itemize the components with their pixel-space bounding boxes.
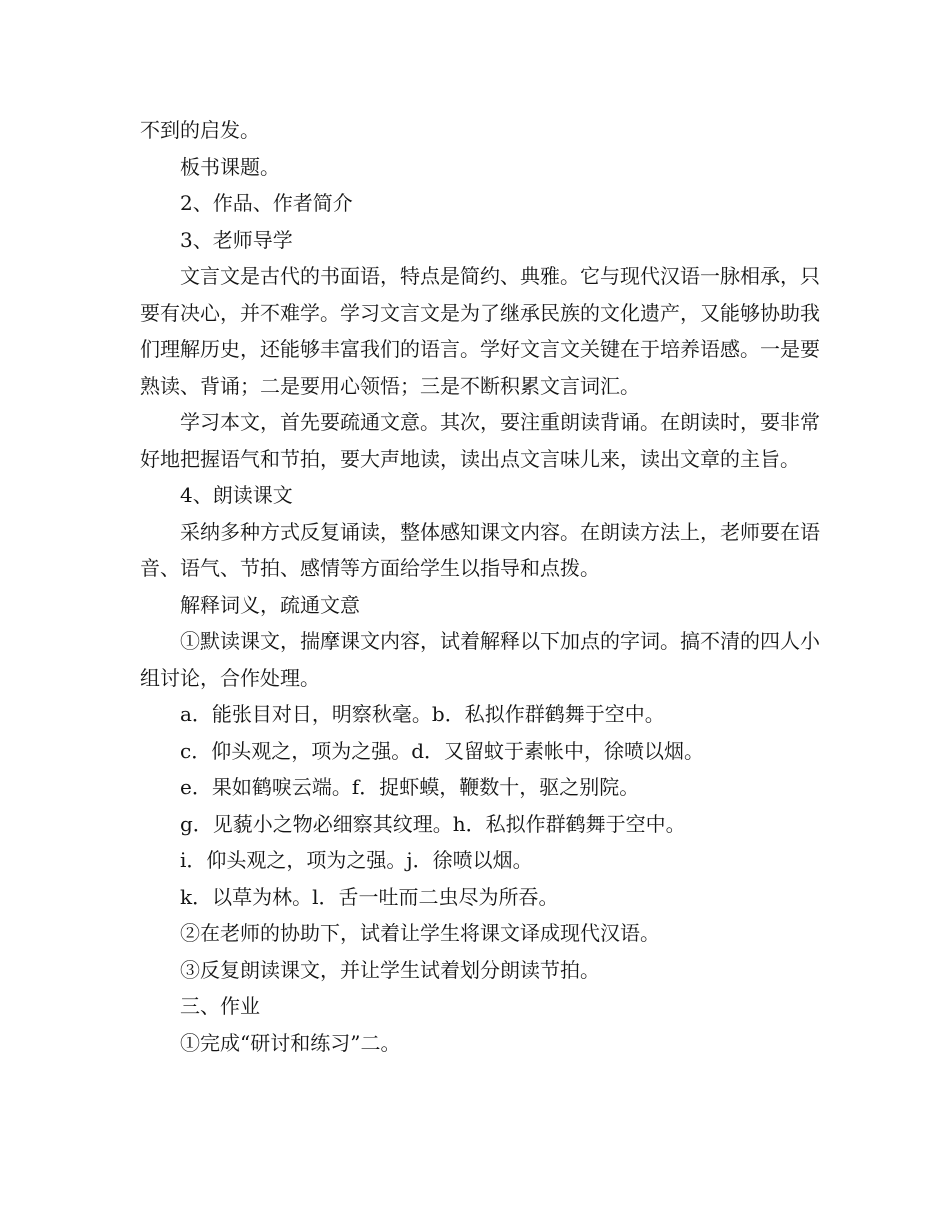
document-body	[140, 112, 820, 1061]
paragraph: 三、作业	[180, 994, 260, 1018]
paragraph: k．以草为林。l．舌一吐而二虫尽为所吞。	[180, 884, 559, 909]
paragraph: 解释词义，疏通文意	[180, 592, 360, 617]
paragraph: ①完成“研讨和练习”二。	[180, 1030, 401, 1055]
paragraph: c．仰头观之，项为之强。d．又留蚊于素帐中，徐喷以烟。	[180, 738, 705, 763]
paragraph: ③反复朗读课文，并让学生试着划分朗读节拍。	[180, 957, 600, 982]
paragraph: 文言文是古代的书面语，特点是简约、典雅。它与现代汉语一脉相承，只要有决心，并不难学。学习文言文是为了继承民族的文化遗产，又能够协助我们理解历史，还能够丰富我们的语言。学好文言文关键在于培养语感。一是要熟读、背诵；二是要用心领悟；三是不断积累文言词汇。	[140, 264, 820, 398]
paragraph: 学习本文，首先要疏通文意。其次，要注重朗读背诵。在朗读时，要非常好地把握语气和节拍，要大声地读，读出点文言味儿来，读出文章的主旨。	[140, 410, 820, 471]
paragraph: a．能张目对日，明察秋毫。b．私拟作群鹤舞于空中。	[180, 702, 665, 726]
paragraph: 4、朗读课文	[180, 483, 293, 507]
paragraph: 采纳多种方式反复诵读，整体感知课文内容。在朗读方法上，老师要在语音、语气、节拍、感情等方面给学生以指导和点拨。	[140, 519, 820, 580]
paragraph: g．见藐小之物必细察其纹理。h．私拟作群鹤舞于空中。	[180, 811, 686, 836]
paragraph: 板书课题。	[180, 154, 280, 179]
paragraph: i．仰头观之，项为之强。j．徐喷以烟。	[180, 848, 533, 872]
paragraph: e．果如鹤唳云端。f．捉虾蟆，鞭数十，驱之别院。	[180, 775, 640, 799]
paragraph: ②在老师的协助下，试着让学生将课文译成现代汉语。	[180, 921, 660, 945]
paragraph: 不到的启发。	[140, 118, 260, 142]
paragraph: 2、作品、作者简介	[180, 191, 353, 215]
paragraph: ①默读课文，揣摩课文内容，试着解释以下加点的字词。搞不清的四人小组讨论，合作处理。	[140, 629, 820, 690]
paragraph: 3、老师导学	[180, 227, 293, 252]
